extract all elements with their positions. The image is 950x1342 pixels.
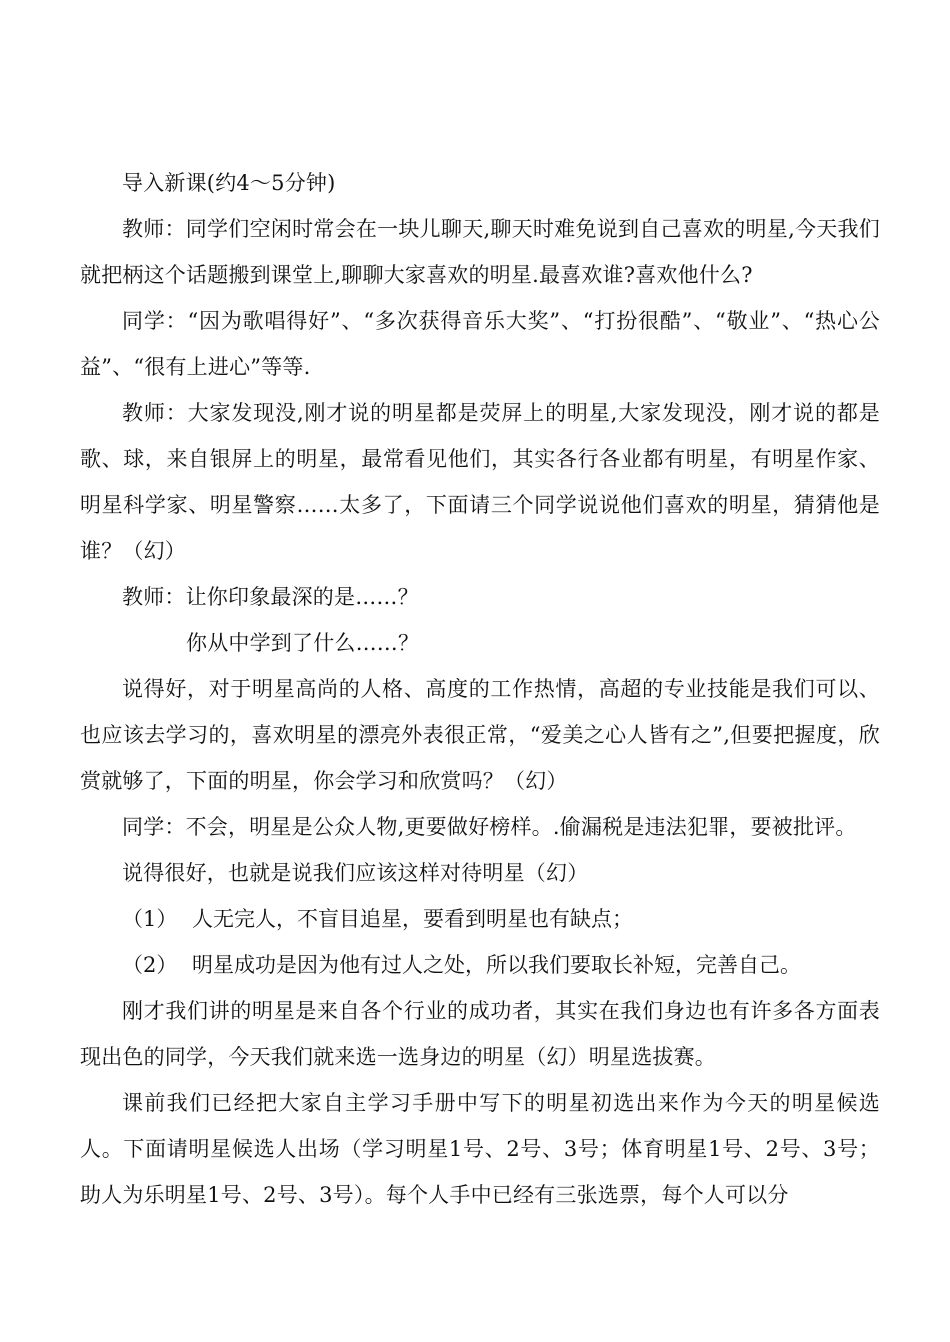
list-item-text: 明星成功是因为他有过人之处，所以我们要取长补短，完善自己。 [192,953,801,977]
list-item-text: 人无完人，不盲目追星，要看到明星也有缺点； [192,907,633,931]
body-paragraph-2: 课前我们已经把大家自主学习手册中写下的明星初选出来作为今天的明星候选人。下面请明星候选人出场（学习明星1号、2号、3号；体育明星1号、2号、3号；助人为乐明星1号、2号、3号）。每个人手中已经有三张选票，每个人可以分 [80,1091,880,1207]
document-page [80,160,880,1218]
body-paragraph-1: 刚才我们讲的明星是来自各个行业的成功者，其实在我们身边也有许多各方面表现出色的同学，今天我们就来选一选身边的明星（幻）明星选拔赛。 [80,999,880,1069]
discussion-paragraph: 说得好，对于明星高尚的人格、高度的工作热情，高超的专业技能是我们可以、也应该去学习的，喜欢明星的漂亮外表很正常，“爱美之心人皆有之”,但要把握度，欣赏就够了，下面的明星，你会学习和欣赏吗？（幻） [80,677,880,793]
list-item-number: （1） [122,907,178,931]
student-paragraph-1: 同学：“因为歌唱得好”、“多次获得音乐大奖”、“打扮很酷”、“敬业”、“热心公益”、“很有上进心”等等. [80,309,880,379]
list-item-number: （2） [122,953,178,977]
teacher-question-2: 你从中学到了什么……？ [186,631,420,655]
student-paragraph-2: 同学：不会，明星是公众人物,更要做好榜样。.偷漏税是违法犯罪，要被批评。 [122,815,857,839]
list-item [80,896,880,942]
teacher-paragraph-1: 教师：同学们空闲时常会在一块儿聊天,聊天时难免说到自己喜欢的明星,今天我们就把柄这个话题搬到课堂上,聊聊大家喜欢的明星.最喜欢谁?喜欢他什么? [80,217,880,287]
summary-paragraph: 说得很好，也就是说我们应该这样对待明星（幻） [122,861,589,885]
teacher-question-1: 教师：让你印象最深的是……？ [122,585,419,609]
section-heading: 导入新课(约4～5分钟) [122,171,336,195]
teacher-paragraph-2: 教师：大家发现没,刚才说的明星都是荧屏上的明星,大家发现没，刚才说的都是歌、球，来自银屏上的明星，最常看见他们，其实各行各业都有明星，有明星作家、明星科学家、明星警察……太多了，下面请三个同学说说他们喜欢的明星，猜猜他是谁？（幻） [80,401,880,563]
list-item [80,942,880,988]
